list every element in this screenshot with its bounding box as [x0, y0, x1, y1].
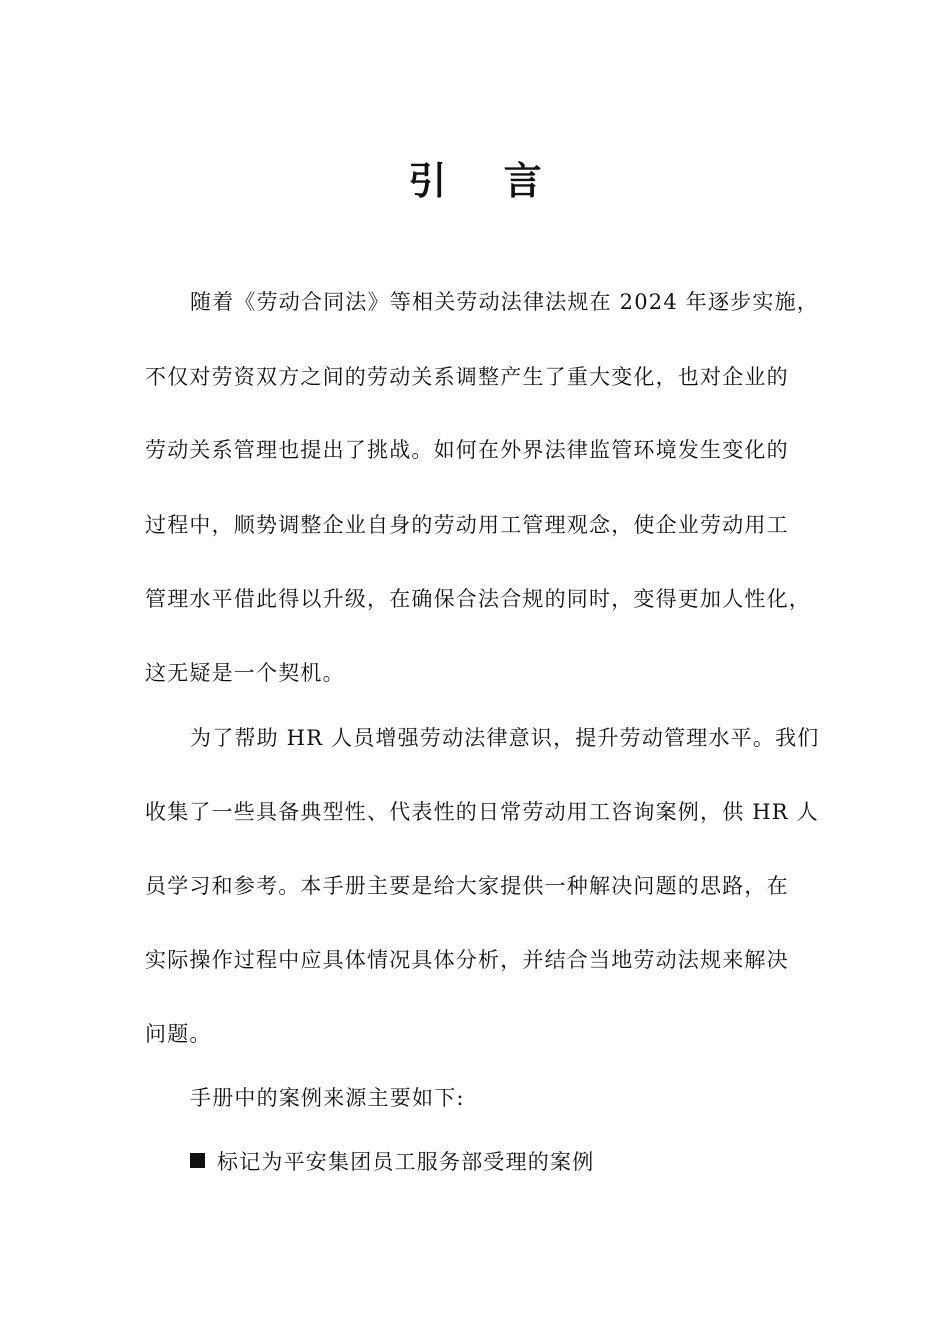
- paragraph-1-line-5: 管理水平借此得以升级，在确保合法合规的同时，变得更加人性化，: [145, 587, 811, 611]
- paragraph-2-line-3: 员学习和参考。本手册主要是给大家提供一种解决问题的思路，在: [145, 874, 789, 898]
- paragraph-2-line-1: 为了帮助 HR 人员增强劳动法律意识，提升劳动管理水平。我们: [190, 726, 820, 750]
- paragraph-3: 手册中的案例来源主要如下:: [190, 1086, 465, 1110]
- paragraph-2-line-2: 收集了一些具备典型性、代表性的日常劳动用工咨询案例，供 HR 人: [145, 800, 819, 824]
- paragraph-1-line-1: 随着《劳动合同法》等相关劳动法律法规在 2024 年逐步实施，: [190, 290, 819, 314]
- list-item: [190, 1147, 594, 1177]
- paragraph-1-line-6: 这无疑是一个契机。: [145, 661, 345, 685]
- paragraph-1-line-3: 劳动关系管理也提出了挑战。如何在外界法律监管环境发生变化的: [145, 438, 789, 462]
- paragraph-1-line-2: 不仅对劳资双方之间的劳动关系调整产生了重大变化，也对企业的: [145, 365, 789, 389]
- paragraph-2-line-4: 实际操作过程中应具体情况具体分析，并结合当地劳动法规来解决: [145, 948, 789, 972]
- square-bullet-icon: [190, 1153, 205, 1168]
- page-title: 引 言: [408, 159, 564, 203]
- list-item-text: 标记为平安集团员工服务部受理的案例: [217, 1150, 595, 1174]
- paragraph-1-line-4: 过程中，顺势调整企业自身的劳动用工管理观念，使企业劳动用工: [145, 513, 789, 537]
- paragraph-2-line-5: 问题。: [145, 1022, 212, 1046]
